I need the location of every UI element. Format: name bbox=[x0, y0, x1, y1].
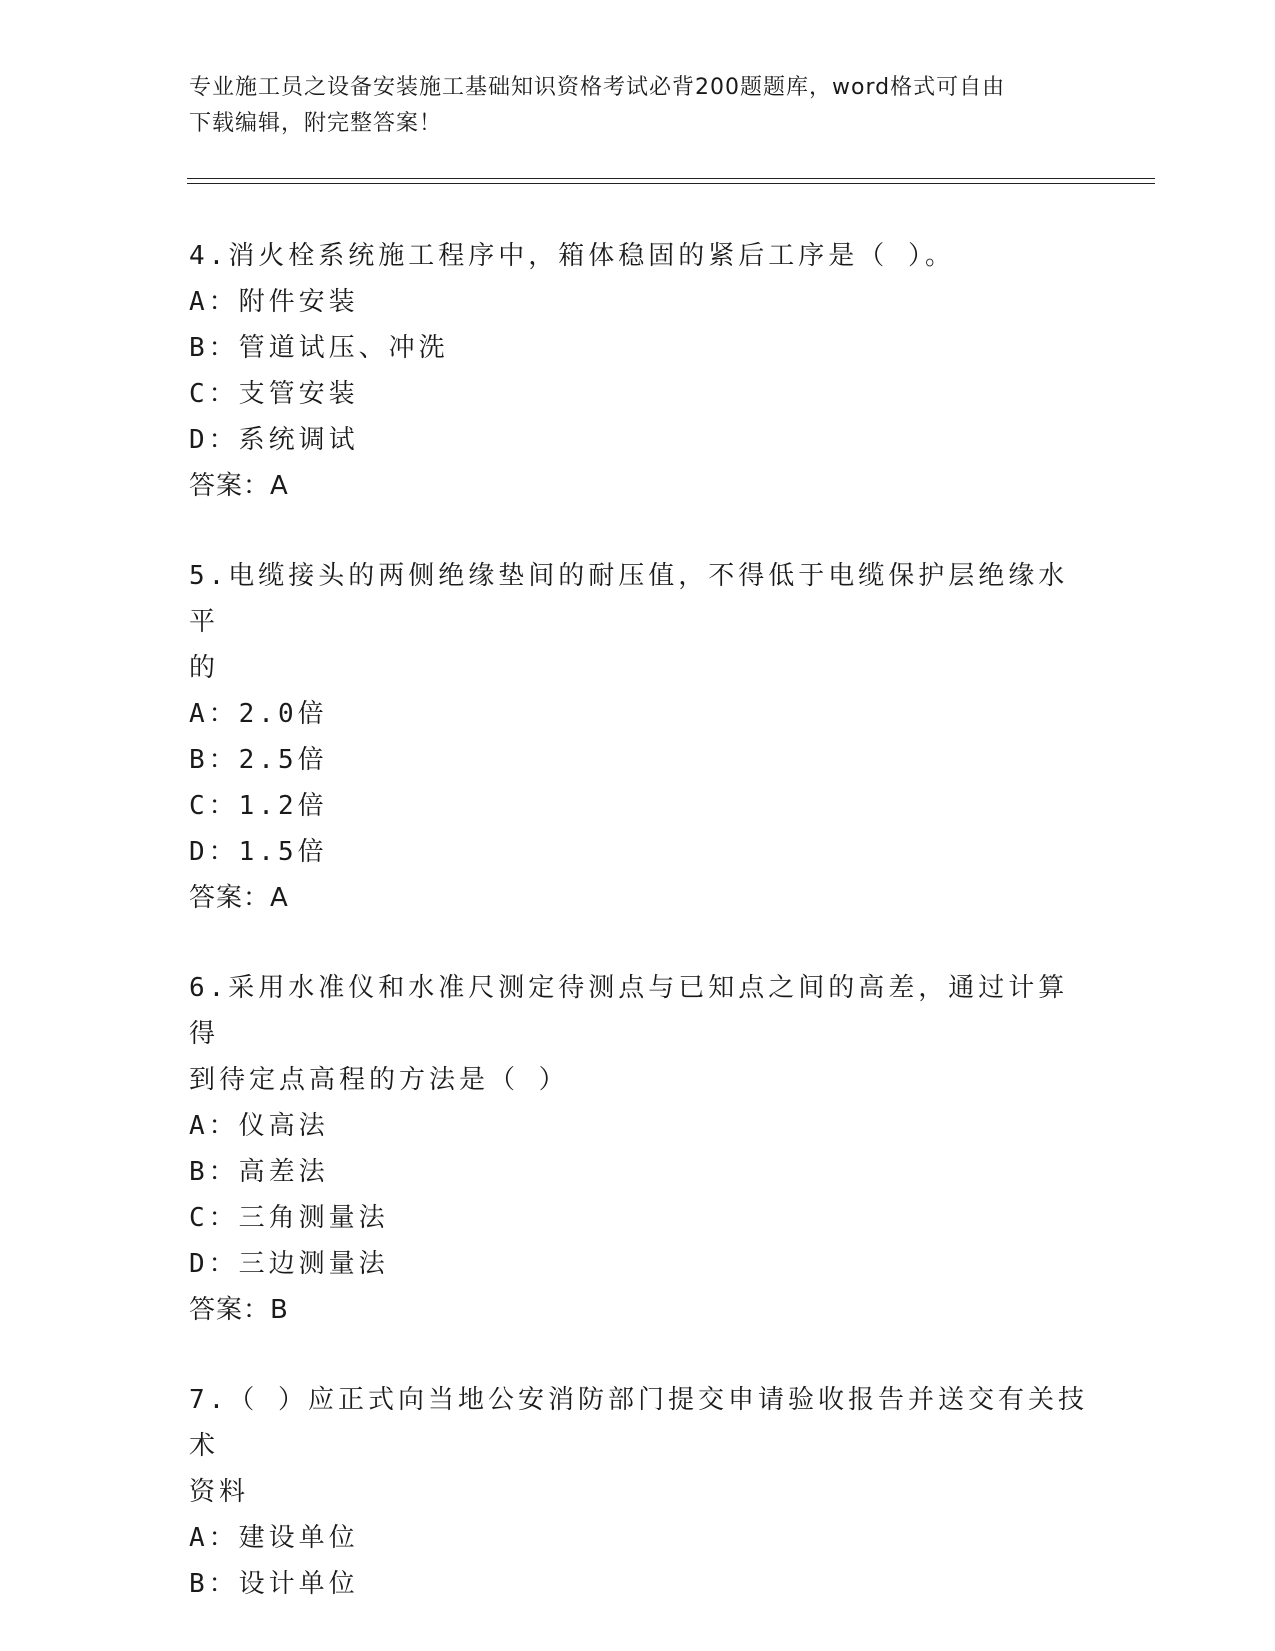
question-stem: 7.（ ）应正式向当地公安消防部门提交申请验收报告并送交有关技术 bbox=[189, 1385, 1088, 1461]
header-line-2: 下载编辑，附完整答案！ bbox=[189, 111, 443, 136]
header-divider-bottom bbox=[187, 183, 1155, 184]
answer: 答案：B bbox=[189, 1295, 289, 1325]
question-5 bbox=[189, 553, 1089, 921]
option-a: A：建设单位 bbox=[189, 1523, 359, 1553]
option-b: B：管道试压、冲洗 bbox=[189, 333, 449, 363]
header-line-1: 专业施工员之设备安装施工基础知识资格考试必背200题题库，word格式可自由 bbox=[189, 75, 1006, 100]
option-d: D：三边测量法 bbox=[189, 1249, 389, 1279]
option-a: A：2.0倍 bbox=[189, 699, 328, 729]
option-d: D：系统调试 bbox=[189, 425, 359, 455]
option-c: C：1.2倍 bbox=[189, 791, 328, 821]
question-stem: 5.电缆接头的两侧绝缘垫间的耐压值，不得低于电缆保护层绝缘水平 bbox=[189, 561, 1069, 637]
question-stem: 4.消火栓系统施工程序中，箱体稳固的紧后工序是（ ）。 bbox=[189, 241, 955, 271]
option-a: A：附件安装 bbox=[189, 287, 359, 317]
question-stem-continued: 的 bbox=[189, 653, 220, 683]
document-header bbox=[189, 70, 1089, 142]
option-c: C：三角测量法 bbox=[189, 1203, 389, 1233]
question-stem-continued: 到待定点高程的方法是（ ） bbox=[189, 1065, 569, 1095]
question-7 bbox=[189, 1377, 1089, 1607]
option-b: B：高差法 bbox=[189, 1157, 329, 1187]
question-6 bbox=[189, 965, 1089, 1333]
option-b: B：设计单位 bbox=[189, 1569, 359, 1599]
option-c: C：支管安装 bbox=[189, 379, 359, 409]
option-d: D：1.5倍 bbox=[189, 837, 328, 867]
option-a: A：仪高法 bbox=[189, 1111, 329, 1141]
option-b: B：2.5倍 bbox=[189, 745, 328, 775]
question-list bbox=[189, 233, 1089, 1651]
answer: 答案：A bbox=[189, 883, 289, 913]
header-divider-top bbox=[187, 178, 1155, 179]
question-4 bbox=[189, 233, 1089, 509]
answer: 答案：A bbox=[189, 471, 289, 501]
question-stem-continued: 资料 bbox=[189, 1477, 250, 1507]
question-stem: 6.采用水准仪和水准尺测定待测点与已知点之间的高差，通过计算得 bbox=[189, 973, 1069, 1049]
